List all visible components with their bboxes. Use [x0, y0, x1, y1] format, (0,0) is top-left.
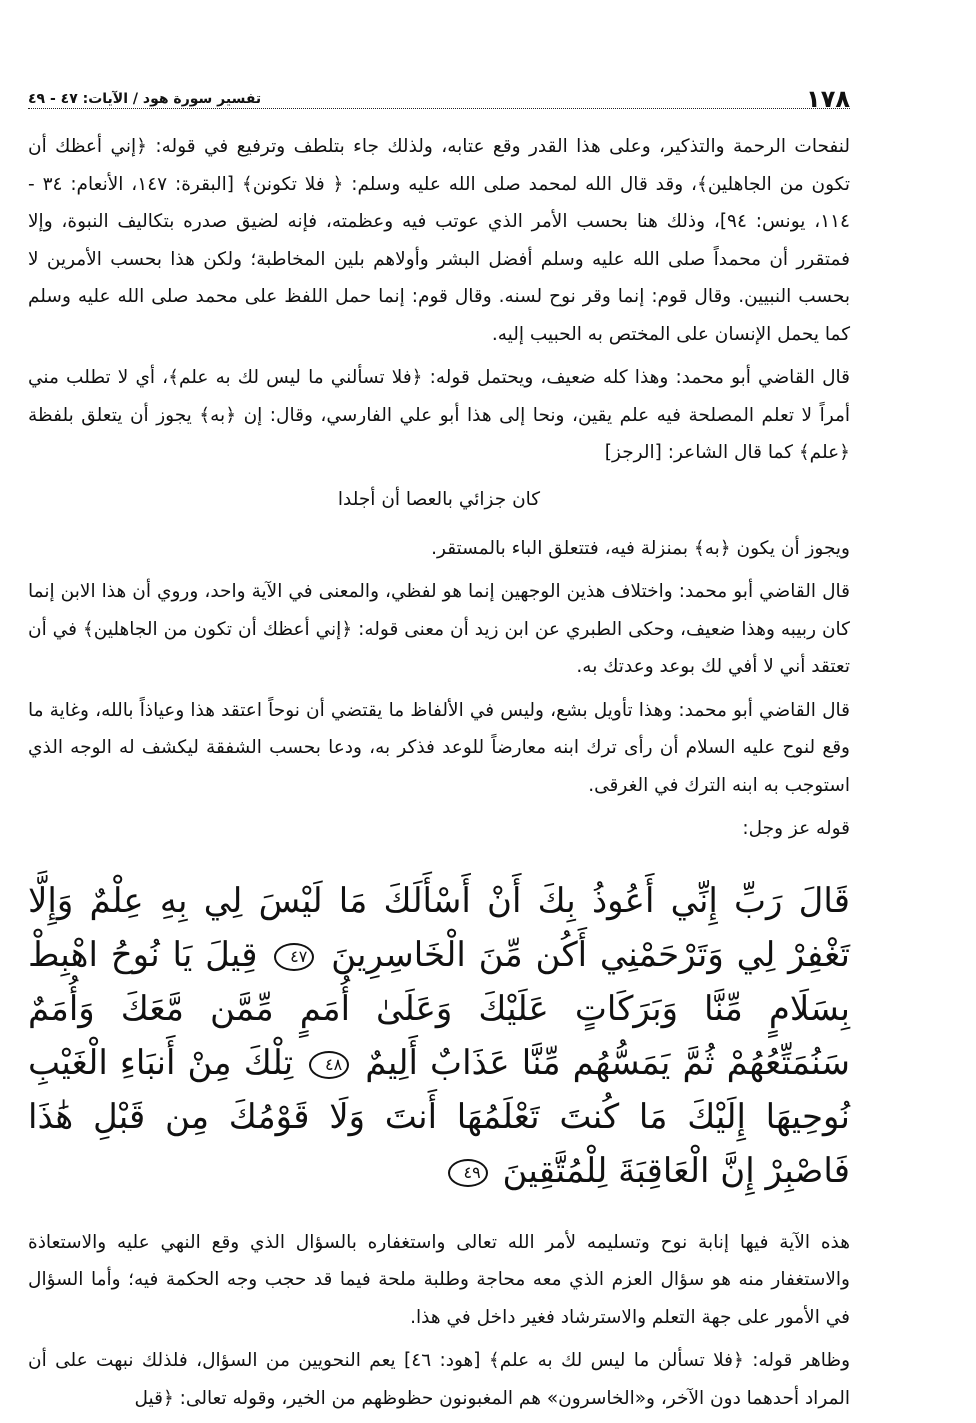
paragraph-8: وظاهر قوله: ﴿فلا تسألن ما ليس لك به علم﴾ [هود: ٤٦] يعم النحويين من السؤال، فلذلك نبهت على أن المراد أحدهما دون الآخر، و«الخاسرون» هم المغبونون حظوظهم من الخير، وقوله تعالى: ﴿قيل	[28, 1350, 851, 1409]
ayah-48-text: قِيلَ يَا نُوحُ اهْبِطْ بِسَلَامٍ مِّنَّا وَبَرَكَاتٍ عَلَيْكَ وَعَلَىٰ أُمَمٍ مِّمَّن مَّعَكَ وَأُمَمٌ سَنُمَتِّعُهُمْ ثُمَّ يَمَسُّهُم مِّنَّا عَذَابٌ أَلِيمٌ	[28, 934, 851, 1083]
paragraph-4: قال القاضي أبو محمد: واختلاف هذين الوجهين إنما هو لفظي، والمعنى في الآية واحد، وروي أن هذا الابن إنما كان ربيبه وهذا ضعيف، وحكى الطبري عن ابن زيد أن معنى قوله: ﴿إني أعظك أن تكون من الجاهلين﴾ في أن تعتقد أني لا أفي لك بوعد وعدتك به.	[28, 581, 850, 677]
poetry-verse: كان جزائي بالعصا أن أجلدا	[337, 488, 541, 510]
page-header	[28, 84, 850, 114]
quran-verses	[28, 874, 850, 1198]
paragraph-3: ويجوز أن يكون ﴿به﴾ بمنزلة فيه، فتتعلق الباء بالمستقر.	[431, 537, 850, 559]
page-body	[28, 128, 850, 1423]
paragraph-7: هذه الآية فيها إنابة نوح وتسليمه لأمر الله تعالى واستغفاره بالسؤال الذي وقع النهي عليه والاستعاذة والاستغفار منه هو سؤال العزم الذي معه محاجة وطلبة ملحة فيما قد حجب وجه الحكمة فيه؛ وأما السؤال في الأمور على جهة التعلم والاسترشاد فغير داخل في هذا.	[28, 1231, 850, 1328]
ayah-47-text: قَالَ رَبِّ إِنِّي أَعُوذُ بِكَ أَنْ أَسْأَلَكَ مَا لَيْسَ لِي بِهِ عِلْمٌ وَإِلَّا تَغْفِرْ لِي وَتَرْحَمْنِي أَكُن مِّنَ الْخَاسِرِينَ	[28, 880, 850, 975]
paragraph-1: لنفحات الرحمة والتذكير، وعلى هذا القدر وقع عتابه، ولذلك جاء بتلطف وترفيع في قوله: ﴿إني أعظك أن تكون من الجاهلين﴾، وقد قال الله لمحمد صلى الله عليه وسلم: ﴿ فلا تكونن﴾ [البقرة: ١٤٧، الأنعام: ٣٤ - ١١٤، يونس: ٩٤]، وذلك هنا بحسب الأمر الذي عوتب فيه وعظمته، فإنه لضيق صدره بتكاليف النبوة، وإلا فمتقرر أن محمداً صلى الله عليه وسلم أفضل البشر وأولاهم بلين المخاطبة؛ ولكن هذا بحسب الأمرين لا بحسب النبيين. وقال قوم: إنما وقر نوح لسنه. وقال قوم: إنما حمل اللفظ على محمد صلى الله عليه وسلم كما يحمل الإنسان على المختص به الحبيب إليه.	[28, 136, 850, 345]
header-divider	[28, 108, 850, 109]
paragraph-2: قال القاضي أبو محمد: وهذا كله ضعيف، ويحتمل قوله: ﴿فلا تسألني ما ليس لك به علم﴾، أي لا تطلب مني أمراً لا تعلم المصلحة فيه علم يقين، ونحا إلى هذا أبو علي الفارسي، وقال: إن ﴿به﴾ يجوز أن يتعلق بلفظة ﴿علم﴾ كما قال الشاعر: [الرجز]	[28, 367, 850, 463]
running-title: تفسير سورة هود / الآيات: ٤٧ - ٤٩	[28, 91, 262, 107]
ayah-48-number: ٤٨	[309, 1051, 349, 1079]
ayah-49-text: تِلْكَ مِنْ أَنبَاءِ الْغَيْبِ نُوحِيهَا إِلَيْكَ مَا كُنتَ تَعْلَمُهَا أَنتَ وَلَا قَوْمُكَ مِن قَبْلِ هَٰذَا فَاصْبِرْ إِنَّ الْعَاقِبَةَ لِلْمُتَّقِينَ	[28, 1042, 850, 1191]
paragraph-5: قال القاضي أبو محمد: وهذا تأويل بشع، وليس في الألفاظ ما يقتضي أن نوحاً اعتقد هذا وعياذاً بالله، وغاية ما وقع لنوح عليه السلام أن رأى ترك ابنه معارضاً للوعد فذكر به، ودعا بحسب الشفقة ليكشف له الوجه الذي استوجب به ابنه الترك في الغرقى.	[28, 699, 850, 796]
ayah-47-number: ٤٧	[274, 943, 314, 971]
ayah-49-number: ٤٩	[448, 1159, 488, 1187]
paragraph-6: قوله عز وجل:	[742, 818, 850, 839]
page-number: ١٧٨	[806, 85, 850, 113]
